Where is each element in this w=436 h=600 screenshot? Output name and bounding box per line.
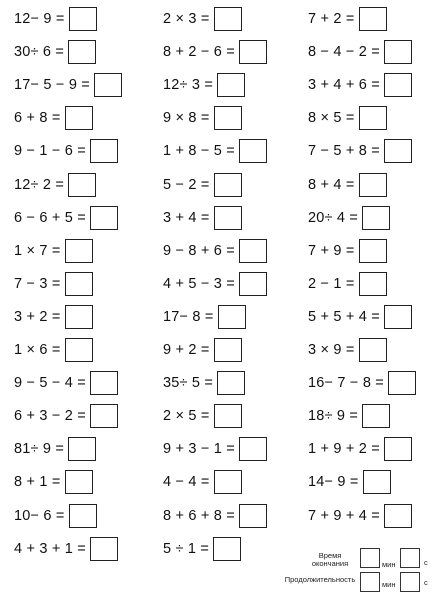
end-time-sec-unit: с — [424, 558, 428, 567]
answer-box[interactable] — [239, 239, 267, 263]
problem-2-16 — [163, 503, 267, 529]
problem-2-8 — [163, 238, 267, 264]
problem-3-4 — [308, 105, 387, 131]
problem-3-8 — [308, 238, 387, 264]
problem-2-1 — [163, 6, 242, 32]
answer-box[interactable] — [65, 239, 93, 263]
problem-expression: 4 + 3 + 1 = — [14, 541, 86, 557]
problem-expression: 8 + 2 − 6 = — [163, 44, 235, 60]
answer-box[interactable] — [68, 40, 96, 64]
answer-box[interactable] — [384, 139, 412, 163]
answer-box[interactable] — [90, 139, 118, 163]
answer-box[interactable] — [362, 404, 390, 428]
problem-expression: 12÷ 2 = — [14, 177, 65, 193]
problem-3-11 — [308, 337, 387, 363]
problem-expression: 7 − 3 = — [14, 276, 61, 292]
answer-box[interactable] — [384, 504, 412, 528]
answer-box[interactable] — [218, 305, 246, 329]
answer-box[interactable] — [214, 7, 242, 31]
problem-expression: 8 − 4 − 2 = — [308, 44, 380, 60]
problem-expression: 17− 8 = — [163, 309, 214, 325]
answer-box[interactable] — [94, 73, 122, 97]
duration-min-unit: мин — [382, 580, 396, 589]
problem-expression: 9 × 8 = — [163, 110, 210, 126]
end-time-label — [302, 552, 358, 568]
problem-3-2 — [308, 39, 412, 65]
end-time-minutes-box[interactable] — [360, 548, 380, 568]
problem-expression: 5 ÷ 1 = — [163, 541, 210, 557]
problem-expression: 14− 9 = — [308, 474, 359, 490]
problem-expression: 7 + 9 = — [308, 243, 355, 259]
answer-box[interactable] — [239, 139, 267, 163]
problem-1-9 — [14, 271, 93, 297]
problem-expression: 5 − 2 = — [163, 177, 210, 193]
answer-box[interactable] — [214, 338, 242, 362]
problem-expression: 12÷ 3 = — [163, 77, 214, 93]
problem-3-3 — [308, 72, 412, 98]
answer-box[interactable] — [214, 404, 242, 428]
problem-1-11 — [14, 337, 93, 363]
problem-1-12 — [14, 370, 118, 396]
answer-box[interactable] — [90, 537, 118, 561]
answer-box[interactable] — [217, 371, 245, 395]
problem-1-4 — [14, 105, 93, 131]
answer-box[interactable] — [213, 537, 241, 561]
problem-3-13 — [308, 403, 390, 429]
problem-2-11 — [163, 337, 242, 363]
problem-2-13 — [163, 403, 242, 429]
problem-expression: 3 × 9 = — [308, 342, 355, 358]
answer-box[interactable] — [384, 40, 412, 64]
problem-2-6 — [163, 172, 242, 198]
problem-1-2 — [14, 39, 96, 65]
problem-1-10 — [14, 304, 93, 330]
answer-box[interactable] — [363, 470, 391, 494]
problem-expression: 9 + 2 = — [163, 342, 210, 358]
problem-2-14 — [163, 436, 267, 462]
problem-expression: 17− 5 − 9 = — [14, 77, 90, 93]
duration-minutes-box[interactable] — [360, 572, 380, 592]
problem-expression: 1 + 8 − 5 = — [163, 143, 235, 159]
problem-expression: 30÷ 6 = — [14, 44, 65, 60]
problem-expression: 18÷ 9 = — [308, 408, 359, 424]
problem-expression: 2 − 1 = — [308, 276, 355, 292]
answer-box[interactable] — [388, 371, 416, 395]
answer-box[interactable] — [359, 338, 387, 362]
problem-expression: 3 + 4 = — [163, 210, 210, 226]
problem-expression: 3 + 4 + 6 = — [308, 77, 380, 93]
problem-expression: 81÷ 9 = — [14, 441, 65, 457]
answer-box[interactable] — [65, 338, 93, 362]
answer-box[interactable] — [90, 371, 118, 395]
problem-expression: 1 + 9 + 2 = — [308, 441, 380, 457]
answer-box[interactable] — [384, 305, 412, 329]
answer-box[interactable] — [239, 504, 267, 528]
problem-2-3 — [163, 72, 245, 98]
problem-1-15 — [14, 469, 93, 495]
answer-box[interactable] — [68, 173, 96, 197]
answer-box[interactable] — [359, 173, 387, 197]
duration-sec-unit: с — [424, 578, 428, 587]
problem-3-6 — [308, 172, 387, 198]
problem-3-14 — [308, 436, 412, 462]
problem-1-3 — [14, 72, 122, 98]
problem-expression: 1 × 7 = — [14, 243, 61, 259]
answer-box[interactable] — [384, 73, 412, 97]
answer-box[interactable] — [384, 437, 412, 461]
problem-3-5 — [308, 138, 412, 164]
answer-box[interactable] — [65, 272, 93, 296]
end-time-label-line1: Время — [318, 551, 342, 560]
answer-box[interactable] — [359, 239, 387, 263]
answer-box[interactable] — [65, 305, 93, 329]
answer-box[interactable] — [69, 504, 97, 528]
problem-expression: 20÷ 4 = — [308, 210, 359, 226]
problem-expression: 8 + 1 = — [14, 474, 61, 490]
answer-box[interactable] — [90, 404, 118, 428]
problem-3-9 — [308, 271, 387, 297]
end-time-label-line2: окончания — [311, 559, 349, 568]
answer-box[interactable] — [359, 106, 387, 130]
end-time-min-unit: мин — [382, 560, 396, 569]
answer-box[interactable] — [362, 206, 390, 230]
problem-1-14 — [14, 436, 96, 462]
answer-box[interactable] — [214, 106, 242, 130]
problem-3-10 — [308, 304, 412, 330]
answer-box[interactable] — [359, 272, 387, 296]
problem-1-16 — [14, 503, 97, 529]
problem-2-9 — [163, 271, 267, 297]
problem-expression: 3 + 2 = — [14, 309, 61, 325]
problem-2-10 — [163, 304, 246, 330]
problem-2-15 — [163, 469, 242, 495]
problem-3-15 — [308, 469, 391, 495]
problem-3-7 — [308, 205, 390, 231]
problem-expression: 6 + 8 = — [14, 110, 61, 126]
problem-expression: 1 × 6 = — [14, 342, 61, 358]
problem-expression: 7 + 9 + 4 = — [308, 508, 380, 524]
answer-box[interactable] — [359, 7, 387, 31]
problem-expression: 6 − 6 + 5 = — [14, 210, 86, 226]
problem-3-1 — [308, 6, 387, 32]
problem-expression: 8 × 5 = — [308, 110, 355, 126]
problem-2-12 — [163, 370, 245, 396]
problem-1-5 — [14, 138, 118, 164]
answer-box[interactable] — [214, 173, 242, 197]
problem-expression: 9 − 5 − 4 = — [14, 375, 86, 391]
duration-seconds-box[interactable] — [400, 572, 420, 592]
problem-2-2 — [163, 39, 267, 65]
answer-box[interactable] — [90, 206, 118, 230]
problem-expression: 10− 6 = — [14, 508, 65, 524]
answer-box[interactable] — [214, 206, 242, 230]
problem-expression: 7 − 5 + 8 = — [308, 143, 380, 159]
problem-2-4 — [163, 105, 242, 131]
end-time-seconds-box[interactable] — [400, 548, 420, 568]
answer-box[interactable] — [68, 437, 96, 461]
answer-box[interactable] — [239, 437, 267, 461]
problem-expression: 5 + 5 + 4 = — [308, 309, 380, 325]
answer-box[interactable] — [214, 470, 242, 494]
problem-expression: 12− 9 = — [14, 11, 65, 27]
problem-3-16 — [308, 503, 412, 529]
answer-box[interactable] — [239, 40, 267, 64]
problem-1-7 — [14, 205, 118, 231]
problem-expression: 2 × 5 = — [163, 408, 210, 424]
problem-expression: 4 + 5 − 3 = — [163, 276, 235, 292]
problem-expression: 9 − 8 + 6 = — [163, 243, 235, 259]
duration-label: Продолжительность — [284, 575, 356, 584]
problem-expression: 6 + 3 − 2 = — [14, 408, 86, 424]
answer-box[interactable] — [69, 7, 97, 31]
answer-box[interactable] — [65, 470, 93, 494]
problem-3-12 — [308, 370, 416, 396]
problem-2-7 — [163, 205, 242, 231]
problem-expression: 2 × 3 = — [163, 11, 210, 27]
problem-expression: 4 − 4 = — [163, 474, 210, 490]
problem-1-1 — [14, 6, 97, 32]
problem-expression: 8 + 4 = — [308, 177, 355, 193]
problem-expression: 8 + 6 + 8 = — [163, 508, 235, 524]
problem-expression: 9 + 3 − 1 = — [163, 441, 235, 457]
problem-expression: 7 + 2 = — [308, 11, 355, 27]
problem-2-5 — [163, 138, 267, 164]
answer-box[interactable] — [217, 73, 245, 97]
problem-1-17 — [14, 536, 118, 562]
problem-expression: 35÷ 5 = — [163, 375, 214, 391]
problem-2-17 — [163, 536, 241, 562]
problem-1-6 — [14, 172, 96, 198]
problem-1-13 — [14, 403, 118, 429]
problem-expression: 16− 7 − 8 = — [308, 375, 384, 391]
answer-box[interactable] — [239, 272, 267, 296]
problem-expression: 9 − 1 − 6 = — [14, 143, 86, 159]
problem-1-8 — [14, 238, 93, 264]
answer-box[interactable] — [65, 106, 93, 130]
